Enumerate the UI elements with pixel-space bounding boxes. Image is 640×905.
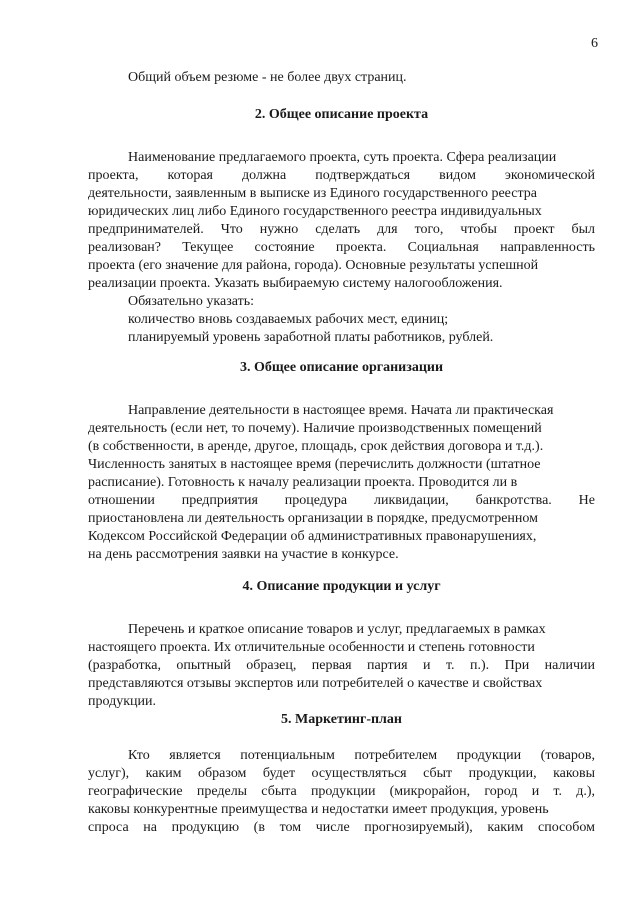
- paragraph-line: Направление деятельности в настоящее время. Начата ли практическая: [128, 403, 554, 418]
- paragraph-line: Наименование предлагаемого проекта, суть проекта. Сфера реализации: [128, 150, 557, 165]
- paragraph-line: Перечень и краткое описание товаров и услуг, предлагаемых в рамках: [128, 622, 546, 637]
- page-number: 6: [591, 36, 598, 51]
- paragraph-line: спроса на продукцию (в том числе прогнозируемый), каким способом: [88, 820, 595, 835]
- paragraph-line: представляются отзывы экспертов или потребителей о качестве и свойствах: [88, 676, 543, 691]
- paragraph-line: каковы конкурентные преимущества и недостатки имеет продукция, уровень: [88, 802, 549, 817]
- paragraph-line: отношении предприятия процедура ликвидации, банкротства. Не: [88, 493, 595, 508]
- section-heading-2: 2. Общее описание проекта: [254, 107, 429, 122]
- paragraph-line: настоящего проекта. Их отличительные особенности и степень готовности: [88, 640, 535, 655]
- paragraph-line: Обязательно указать:: [128, 294, 254, 309]
- section-heading-4: 4. Описание продукции и услуг: [242, 579, 441, 594]
- paragraph-line: предпринимателей. Что нужно сделать для того, чтобы проект был: [88, 222, 595, 237]
- section-heading-3: 3. Общее описание организации: [239, 360, 444, 375]
- paragraph-line: Кодексом Российской Федерации об административных правонарушениях,: [88, 529, 537, 544]
- intro-line: Общий объем резюме - не более двух страниц.: [128, 70, 407, 85]
- paragraph-line: реализован? Текущее состояние проекта. Социальная направленность: [88, 240, 595, 255]
- paragraph-line: Численность занятых в настоящее время (перечислить должности (штатное: [88, 457, 541, 472]
- paragraph-line: деятельности, заявленным в выписке из Единого государственного реестра: [88, 186, 537, 201]
- paragraph-line: приостановлена ли деятельность организации в порядке, предусмотренном: [88, 511, 538, 526]
- paragraph-line: на день рассмотрения заявки на участие в конкурсе.: [88, 547, 399, 562]
- paragraph-line: Кто является потенциальным потребителем продукции (товаров,: [128, 748, 595, 763]
- paragraph-line: юридических лиц либо Единого государственного реестра индивидуальных: [88, 204, 542, 219]
- paragraph-line: проекта (его значение для района, города). Основные результаты успешной: [88, 258, 539, 273]
- section-heading-5: 5. Маркетинг-план: [281, 712, 402, 727]
- paragraph-line: реализации проекта. Указать выбираемую систему налогообложения.: [88, 276, 503, 291]
- paragraph-line: расписание). Готовность к началу реализации проекта. Проводится ли в: [88, 475, 518, 490]
- paragraph-line: планируемый уровень заработной платы работников, рублей.: [128, 330, 494, 345]
- paragraph-line: продукции.: [88, 694, 156, 709]
- paragraph-line: (разработка, опытный образец, первая партия и т. п.). При наличии: [88, 658, 595, 673]
- paragraph-line: количество вновь создаваемых рабочих мест, единиц;: [128, 312, 449, 327]
- paragraph-line: проекта, которая должна подтверждаться видом экономической: [88, 168, 595, 183]
- paragraph-line: услуг), каким образом будет осуществляться сбыт продукции, каковы: [88, 766, 595, 781]
- paragraph-line: (в собственности, в аренде, другое, площадь, срок действия договора и т.д.).: [88, 439, 544, 454]
- paragraph-line: деятельность (если нет, то почему). Наличие производственных помещений: [88, 421, 542, 436]
- paragraph-line: географические пределы сбыта продукции (микрорайон, город и т. д.),: [88, 784, 595, 799]
